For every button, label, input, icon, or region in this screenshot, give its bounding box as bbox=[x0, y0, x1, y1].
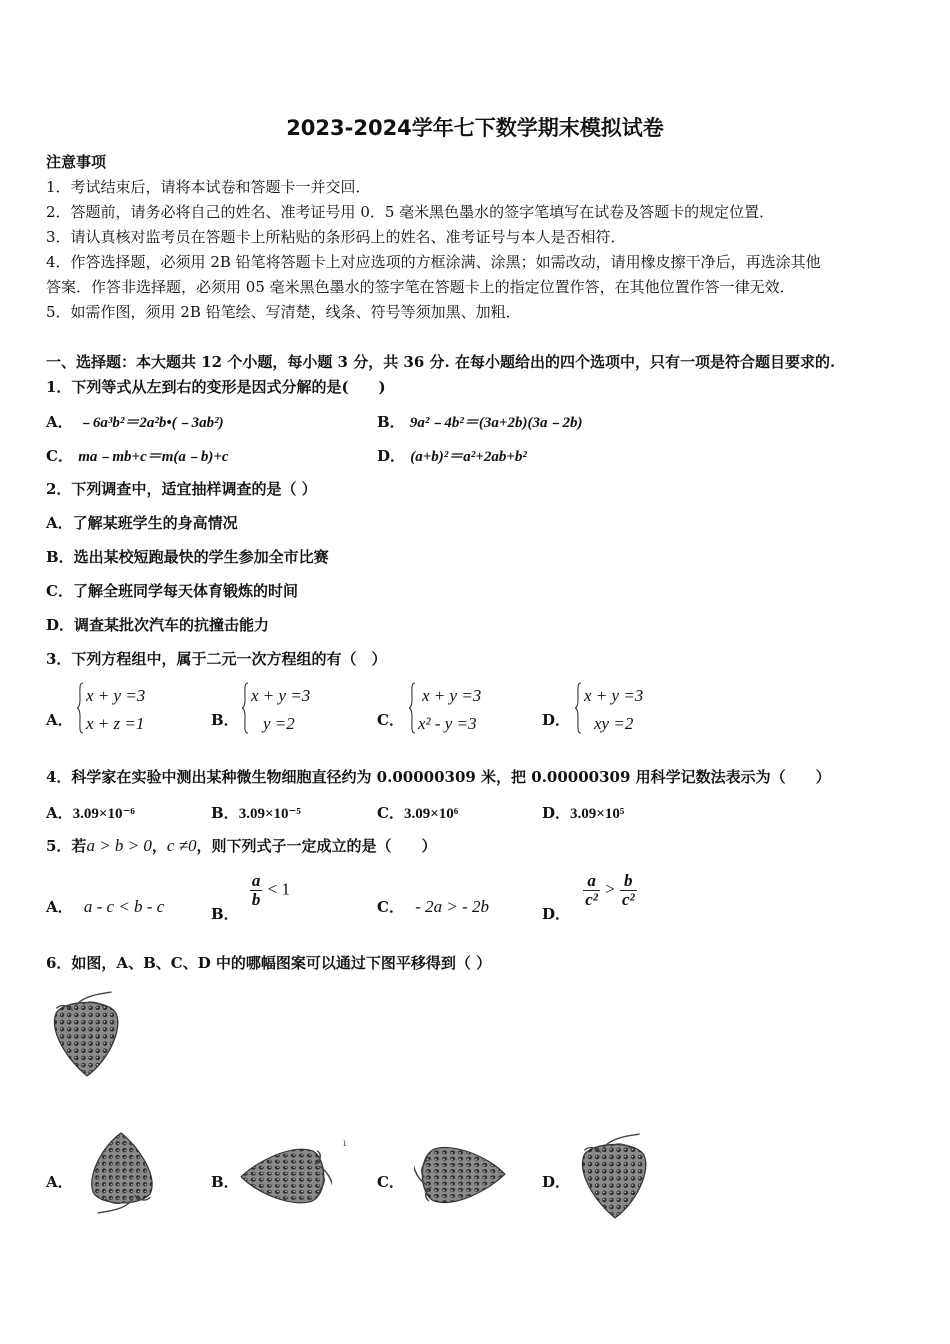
option-label: A． bbox=[46, 804, 73, 822]
fraction-numerator: a bbox=[583, 872, 600, 891]
strawberry-option-c-icon bbox=[414, 1136, 506, 1216]
question-2-stem: 2．下列调查中，适宜抽样调查的是（ ） bbox=[46, 480, 317, 498]
q5-a-expression: a - c < b - c bbox=[83, 897, 165, 916]
equation: x + y =3 bbox=[422, 686, 482, 705]
option-label: A． bbox=[46, 711, 73, 729]
equation: x² - y =3 bbox=[418, 714, 477, 733]
q5-option-a bbox=[46, 896, 164, 917]
q4-a-value: 3.09×10⁻⁶ bbox=[72, 806, 135, 822]
option-label: C． bbox=[377, 804, 404, 822]
q1-option-d bbox=[377, 445, 527, 466]
option-label: D． bbox=[377, 447, 406, 465]
page-title: 2023-2024学年七下数学期末模拟试卷 bbox=[286, 116, 664, 140]
q5-option-b bbox=[211, 871, 290, 923]
equation: x + z =1 bbox=[86, 714, 145, 733]
equation: xy =2 bbox=[594, 714, 634, 733]
stem-text: ， bbox=[151, 837, 167, 855]
option-label: B． bbox=[211, 904, 239, 923]
q4-c-value: 3.09×10⁶ bbox=[403, 806, 459, 822]
brace-icon bbox=[241, 682, 249, 734]
q4-option-c bbox=[377, 802, 458, 823]
strawberry-figure-icon bbox=[44, 990, 126, 1082]
q3-system-a bbox=[76, 682, 176, 738]
stem-text: 5．若 bbox=[46, 837, 87, 855]
condition-2: c ≠0 bbox=[166, 836, 197, 855]
strawberry-option-d-icon bbox=[572, 1132, 654, 1224]
strawberry-option-b-icon bbox=[240, 1136, 332, 1214]
question-1-stem: 1．下列等式从左到右的变形是因式分解的是( ) bbox=[46, 378, 386, 396]
q2-option-b: B．选出某校短跑最快的学生参加全市比赛 bbox=[46, 548, 329, 566]
equation: y =2 bbox=[263, 714, 295, 733]
q4-d-value: 3.09×10⁵ bbox=[570, 806, 625, 822]
option-label: C． bbox=[377, 1173, 404, 1191]
q4-option-b bbox=[211, 802, 301, 823]
equation: x + y =3 bbox=[584, 686, 644, 705]
brace-icon bbox=[408, 682, 416, 734]
q4-b-value: 3.09×10⁻⁵ bbox=[238, 806, 301, 822]
fraction-numerator: b bbox=[620, 872, 637, 891]
relation: > bbox=[605, 879, 615, 899]
q5-option-c bbox=[377, 896, 489, 917]
option-label: B． bbox=[211, 1173, 239, 1191]
brace-icon bbox=[76, 682, 84, 734]
question-4-stem: 4．科学家在实验中测出某种微生物细胞直径约为 0.00000309 米，把 0.00000309 用科学记数法表示为（ ） bbox=[46, 768, 831, 786]
option-label: A． bbox=[46, 1173, 73, 1191]
option-label: D． bbox=[542, 1173, 571, 1191]
notice-item: 3．请认真核对监考员在答题卡上所粘贴的条形码上的姓名、准考证号与本人是否相符． bbox=[46, 228, 626, 246]
fraction-denominator: c² bbox=[585, 890, 598, 909]
q1-a-expression: ﹣6a³b²＝2a²b•(﹣3ab²) bbox=[77, 415, 224, 431]
notice-heading: 注意事项 bbox=[46, 153, 107, 171]
q1-option-b bbox=[377, 411, 582, 432]
option-label: B． bbox=[211, 804, 239, 822]
question-3-stem: 3．下列方程组中，属于二元一次方程组的有（ ） bbox=[46, 650, 387, 668]
q1-option-a bbox=[46, 411, 224, 432]
option-label: B． bbox=[377, 413, 405, 431]
option-label: C． bbox=[377, 711, 404, 729]
option-label: D． bbox=[542, 711, 571, 729]
q3-system-c bbox=[408, 682, 518, 738]
option-label: C． bbox=[377, 898, 404, 916]
stem-text: ，则下列式子一定成立的是（ ） bbox=[196, 837, 437, 855]
q5-c-expression: - 2a > - 2b bbox=[415, 897, 489, 916]
question-6-stem: 6．如图，A、B、C、D 中的哪幅图案可以通过下图平移得到（ ） bbox=[46, 954, 492, 972]
q2-option-d: D．调查某批次汽车的抗撞击能力 bbox=[46, 616, 270, 634]
q4-option-d bbox=[542, 802, 624, 823]
q3-system-b bbox=[241, 682, 341, 738]
question-5-stem bbox=[46, 836, 437, 856]
q5-option-d bbox=[542, 871, 637, 923]
option-label: A． bbox=[46, 413, 73, 431]
notice-item: 4．作答选择题，必须用 2B 铅笔将答题卡上对应选项的方框涂满、涂黑；如需改动，请用橡皮擦干净后，再选涂其他 bbox=[46, 253, 821, 271]
relation: < 1 bbox=[267, 879, 290, 899]
notice-item: 答案．作答非选择题，必须用 05 毫米黑色墨水的签字笔在答题卡上的指定位置作答，在其他位置作答一律无效． bbox=[46, 278, 795, 296]
strawberry-option-a-icon bbox=[84, 1125, 162, 1217]
q2-option-a: A．了解某班学生的身高情况 bbox=[46, 514, 238, 532]
notice-item: 5．如需作图，须用 2B 铅笔绘、写清楚，线条、符号等须加黑、加粗． bbox=[46, 303, 521, 321]
stray-mark: ı bbox=[343, 1138, 347, 1149]
q1-c-expression: ma﹣mb+c＝m(a﹣b)+c bbox=[78, 449, 229, 465]
fraction-numerator: a bbox=[251, 871, 261, 890]
option-label: A． bbox=[46, 898, 73, 916]
q3-system-d bbox=[574, 682, 674, 738]
notice-item: 1．考试结束后，请将本试卷和答题卡一并交回． bbox=[46, 178, 371, 196]
option-label: B． bbox=[211, 711, 239, 729]
option-label: D． bbox=[542, 904, 571, 923]
q2-option-c: C．了解全班同学每天体育锻炼的时间 bbox=[46, 582, 298, 600]
q1-option-c bbox=[46, 445, 229, 466]
q1-d-expression: (a+b)²＝a²+2ab+b² bbox=[410, 449, 527, 465]
section-heading: 一、选择题：本大题共 12 个小题，每小题 3 分，共 36 分. 在每小题给出的四个选项中，只有一项是符合题目要求的. bbox=[46, 353, 836, 371]
option-label: D． bbox=[542, 804, 571, 822]
notice-item: 2．答题前，请务必将自己的姓名、准考证号用 0．5 毫米黑色墨水的签字笔填写在试卷及答题卡的规定位置． bbox=[46, 203, 775, 221]
option-label: C． bbox=[46, 447, 73, 465]
q1-b-expression: 9a²﹣4b²＝(3a+2b)(3a﹣2b) bbox=[409, 415, 583, 431]
fraction-denominator: c² bbox=[621, 890, 635, 909]
equation: x + y =3 bbox=[251, 686, 311, 705]
fraction-denominator: b bbox=[251, 890, 261, 909]
brace-icon bbox=[574, 682, 582, 734]
condition-1: a > b > 0 bbox=[86, 836, 152, 855]
equation: x + y =3 bbox=[86, 686, 146, 705]
q4-option-a bbox=[46, 802, 135, 823]
